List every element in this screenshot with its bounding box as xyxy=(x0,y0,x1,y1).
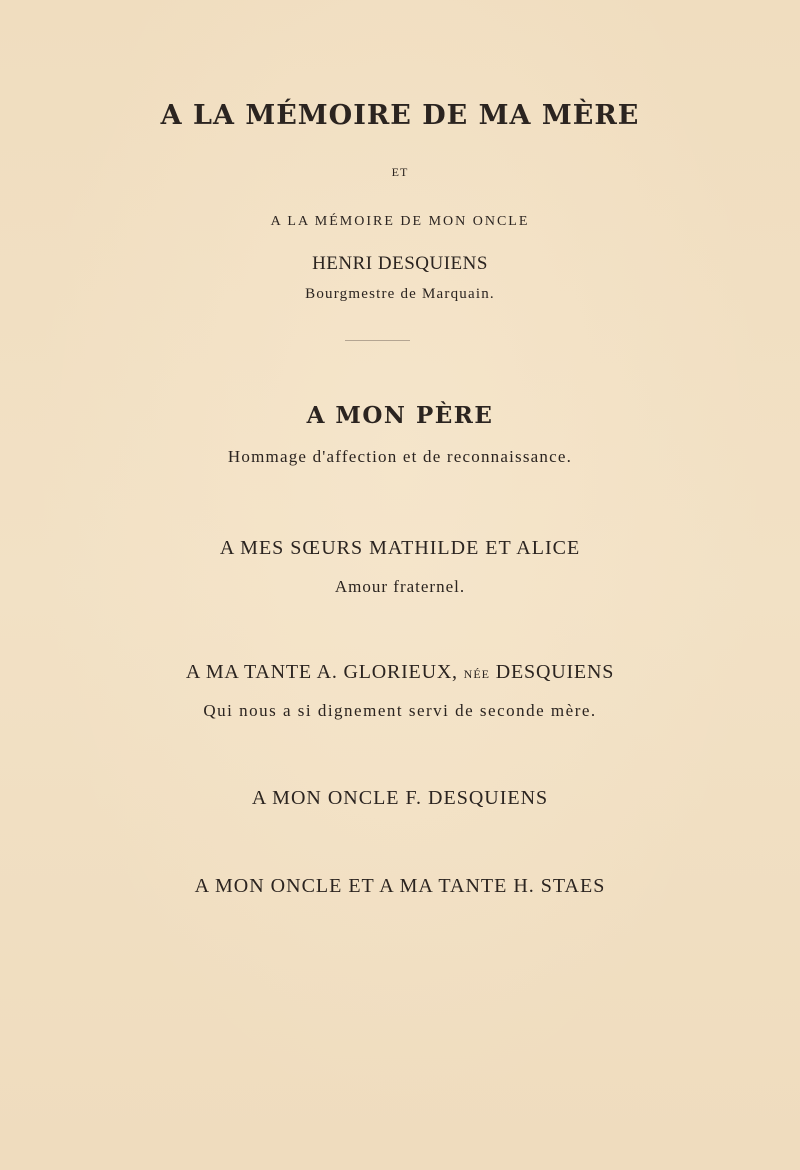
dedication-uncle-heading: A LA MÉMOIRE DE MON ONCLE xyxy=(270,214,530,229)
dedication-uncle-name: HENRI DESQUIENS xyxy=(312,253,488,274)
dedication-title-aunt xyxy=(0,661,800,684)
dedication-title-sisters: A MES SŒURS MATHILDE ET ALICE xyxy=(219,537,581,559)
dedication-aunt-note: Qui nous a si dignement servi de seconde mère. xyxy=(203,701,597,720)
dedication-aunt-maiden-name: DESQUIENS xyxy=(490,661,615,683)
dedication-conjunction: ET xyxy=(391,165,409,179)
dedication-father-note: Hommage d'affection et de reconnaissance. xyxy=(227,447,573,466)
section-divider xyxy=(345,340,410,341)
dedication-title-uncle-f: A MON ONCLE F. DESQUIENS xyxy=(251,787,549,809)
dedication-title-mother: A LA MÉMOIRE DE MA MÈRE xyxy=(160,100,640,131)
dedication-uncle-role: Bourgmestre de Marquain. xyxy=(305,286,495,302)
dedication-sisters-note: Amour fraternel. xyxy=(334,577,466,596)
dedication-title-uncle-aunt-staes: A MON ONCLE ET A MA TANTE H. STAES xyxy=(194,875,606,897)
dedication-aunt-name: A MA TANTE A. GLORIEUX, xyxy=(185,661,464,683)
dedication-aunt-nee: NÉE xyxy=(463,667,490,681)
dedication-title-father: A MON PÈRE xyxy=(306,402,494,429)
